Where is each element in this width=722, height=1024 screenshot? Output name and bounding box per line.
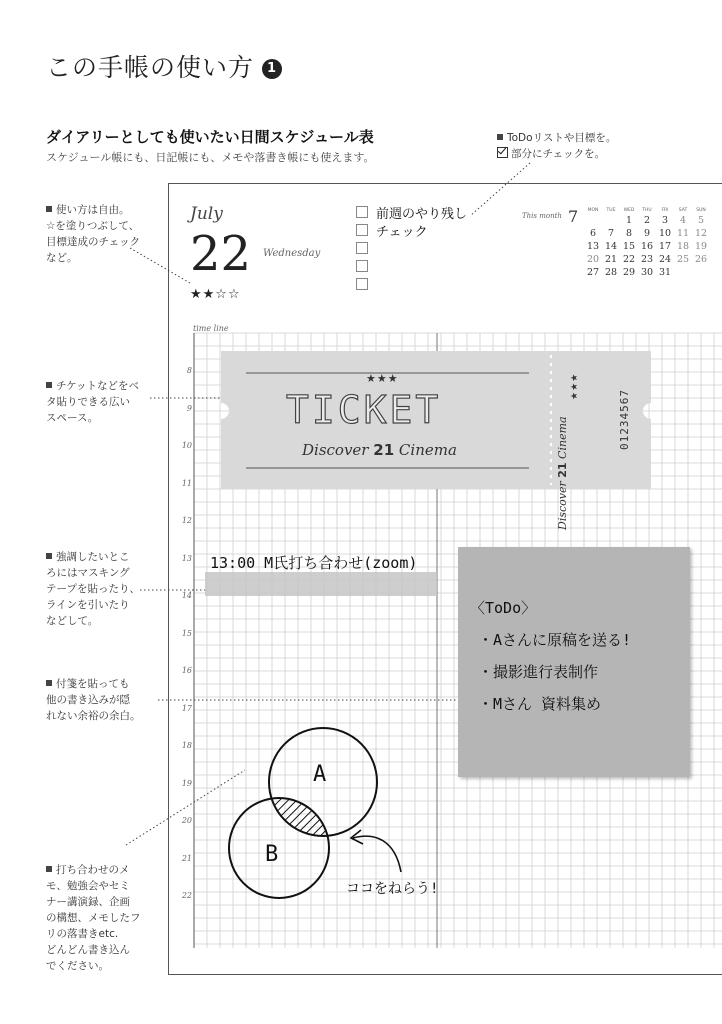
note-line: 使い方は自由。	[56, 204, 130, 216]
calendar-weekday: MON	[587, 208, 599, 213]
hour-label: 21	[181, 853, 192, 863]
calendar-day: 5	[697, 215, 705, 226]
ticket-brand-num: 21	[373, 441, 395, 459]
hour-label: 19	[181, 778, 192, 788]
section-subheading: スケジュール帳にも、日記帳にも、メモや落書き帳にも使えます。	[46, 151, 375, 164]
hour-label: 12	[181, 516, 192, 525]
calendar-day: 20	[586, 254, 600, 265]
note-line: でください。	[46, 960, 109, 972]
todo-list	[356, 203, 467, 293]
note-line: ろにはマスキング	[46, 567, 130, 579]
arrow-icon	[353, 836, 401, 872]
calendar-day: 1	[625, 215, 633, 226]
mini-calendar-month: 7	[568, 207, 579, 226]
calendar-weekday: FRI	[661, 208, 669, 213]
calendar-day: 24	[658, 254, 672, 265]
page-number-badge: 1	[262, 59, 282, 79]
note-line: れない余裕の余白。	[46, 710, 141, 722]
todo-item	[356, 275, 467, 293]
hour-label: 11	[181, 478, 192, 488]
ticket-brand-post: Cinema	[398, 441, 457, 459]
todo-item	[356, 221, 467, 239]
note-line: テープを貼ったり、	[46, 583, 140, 595]
todo-item	[356, 239, 467, 257]
note-line: ☆を塗りつぶして、	[46, 220, 140, 232]
ticket-brand	[302, 441, 457, 459]
calendar-day: 21	[604, 254, 618, 265]
calendar-day: 16	[640, 241, 654, 252]
todo-item	[356, 257, 467, 275]
note-line: リの落書きetc.	[46, 928, 119, 940]
leader-line	[130, 248, 190, 283]
calendar-day	[674, 266, 692, 279]
sticky-note	[458, 547, 690, 777]
diary-weekday: Wednesday	[263, 248, 321, 259]
todo-checkbox[interactable]	[356, 278, 368, 290]
ticket-stub-brand-post: Cinema	[556, 416, 569, 459]
calendar-day: 4	[679, 215, 687, 226]
calendar-day: 18	[676, 241, 690, 252]
hour-label: 8	[186, 366, 192, 375]
calendar-weekday: SUN	[696, 208, 706, 213]
note-line: の構想、メモしたフ	[46, 912, 141, 924]
calendar-day: 2	[643, 215, 651, 226]
note-line: 付箋を貼っても	[56, 678, 130, 690]
ticket-brand-pre: Discover	[302, 441, 369, 459]
ticket-stub-brand-num: 21	[556, 462, 569, 478]
note-line: スペース。	[46, 412, 99, 424]
hour-label: 20	[181, 816, 192, 825]
page-title-text: この手帳の使い方	[46, 53, 255, 82]
calendar-day: 31	[658, 267, 672, 278]
hour-label: 16	[181, 666, 192, 675]
hour-label: 22	[181, 891, 192, 900]
venn-label-b: B	[265, 842, 279, 867]
calendar-weekday: THU	[642, 208, 652, 213]
note-todo-line1: ToDoリストや目標を。	[507, 132, 617, 144]
mini-calendar	[584, 207, 710, 279]
ticket-stub-stars: ★★★	[570, 372, 580, 400]
hour-label: 17	[181, 703, 192, 713]
todo-checkbox[interactable]	[356, 224, 368, 236]
todo-text: チェック	[376, 224, 428, 240]
calendar-day: 3	[661, 215, 669, 226]
note-line: タ貼りできる広い	[46, 396, 130, 408]
note-line: ナー講演録、企画	[46, 896, 130, 908]
hour-label: 13	[181, 553, 192, 563]
calendar-weekday: TUE	[606, 208, 616, 213]
mini-calendar-header	[584, 207, 710, 214]
venn-label-a: A	[313, 762, 327, 787]
ticket-stub-brand-pre: Discover	[556, 481, 569, 530]
calendar-day: 19	[694, 241, 708, 252]
calendar-day: 25	[676, 254, 690, 265]
calendar-week	[584, 227, 710, 240]
note-line: 打ち合わせのメ	[56, 864, 130, 876]
note-line: ラインを引いたり	[46, 599, 130, 611]
calendar-day	[602, 214, 620, 227]
todo-checkbox[interactable]	[356, 206, 368, 218]
note-line: モ、勉強会やセミ	[46, 880, 130, 892]
calendar-day: 8	[625, 228, 633, 239]
calendar-day: 9	[643, 228, 651, 239]
calendar-day: 12	[694, 228, 708, 239]
todo-text: 前週のやり残し	[376, 206, 468, 222]
calendar-week	[584, 253, 710, 266]
note-line: チケットなどをベ	[56, 380, 140, 392]
note-line: など。	[46, 252, 78, 264]
calendar-day: 14	[604, 241, 618, 252]
mini-calendar-label: This month	[522, 212, 562, 220]
sticky-item: ・Aさんに原稿を送る!	[478, 631, 632, 649]
hour-label: 14	[181, 591, 192, 600]
calendar-day: 30	[640, 267, 654, 278]
goal-stars[interactable]: ★★☆☆	[190, 287, 241, 302]
calendar-day: 28	[604, 267, 618, 278]
hour-label: 9	[186, 403, 192, 413]
note-todo-line2: 部分にチェックを。	[511, 148, 606, 160]
ticket-stub-number: 01234567	[618, 389, 631, 450]
ticket-word: TICKET	[286, 388, 442, 432]
meeting-handwriting: 13:00 M氏打ち合わせ(zoom)	[210, 554, 418, 572]
calendar-week	[584, 240, 710, 253]
hour-label: 10	[181, 441, 192, 450]
calendar-day: 7	[607, 228, 615, 239]
note-line: などして。	[46, 615, 99, 627]
calendar-week	[584, 266, 710, 279]
ticket-stub-brand	[556, 290, 569, 530]
note-line: どんどん書き込ん	[46, 944, 130, 956]
calendar-day: 13	[586, 241, 600, 252]
leader-line	[470, 163, 530, 216]
calendar-day: 17	[658, 241, 672, 252]
calendar-day: 29	[622, 267, 636, 278]
calendar-day	[584, 214, 602, 227]
hour-label: 18	[181, 741, 192, 750]
calendar-day: 23	[640, 254, 654, 265]
todo-checkbox[interactable]	[356, 242, 368, 254]
calendar-day: 26	[694, 254, 708, 265]
todo-item	[356, 203, 467, 221]
hour-label: 15	[181, 628, 192, 638]
section-heading: ダイアリーとしても使いたい日間スケジュール表	[46, 128, 374, 146]
diary-month: July	[190, 204, 223, 224]
calendar-day: 6	[589, 228, 597, 239]
calendar-weekday: WED	[623, 208, 635, 213]
sticky-item: ・撮影進行表制作	[478, 663, 599, 681]
note-line: 強調したいとこ	[56, 551, 130, 563]
sticky-title: 〈ToDo〉	[470, 599, 537, 617]
ticket-stars: ★★★	[366, 372, 399, 385]
calendar-day: 22	[622, 254, 636, 265]
sticky-item: ・Mさん 資料集め	[478, 695, 602, 713]
calendar-day	[692, 266, 710, 279]
calendar-day: 27	[586, 267, 600, 278]
masking-tape	[205, 572, 437, 596]
arrow-note: ココをねらう!	[346, 881, 439, 897]
calendar-day: 11	[676, 228, 690, 239]
note-line: 目標達成のチェック	[46, 236, 141, 248]
calendar-week	[584, 214, 710, 227]
note-line: 他の書き込みが隠	[46, 694, 130, 706]
calendar-weekday: SAT	[678, 208, 688, 213]
time-line-label: time line	[193, 324, 229, 333]
diary-day: 22	[190, 226, 252, 282]
calendar-day: 10	[658, 228, 672, 239]
todo-checkbox[interactable]	[356, 260, 368, 272]
calendar-day: 15	[622, 241, 636, 252]
